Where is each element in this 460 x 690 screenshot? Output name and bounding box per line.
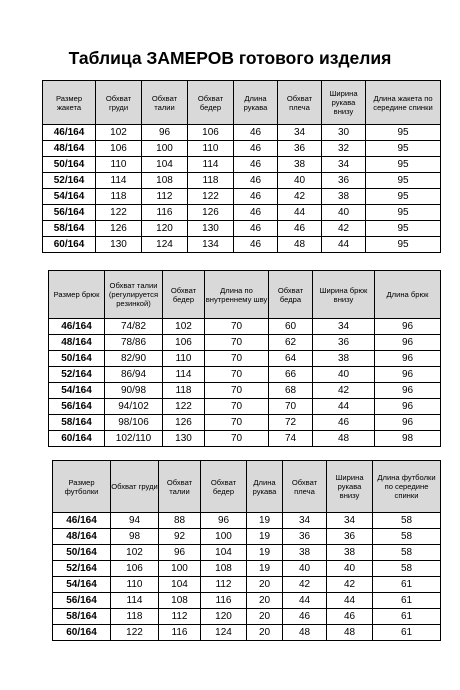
column-header: Длина жакета по середине спинки [366,81,441,125]
table-row [43,141,441,157]
measurement-cell: 116 [142,205,188,221]
measurement-cell: 72 [269,415,313,431]
table-row [53,593,441,609]
measurement-cell: 48 [283,625,327,641]
measurement-cell: 34 [313,319,375,335]
trousers-measurements-table [48,270,441,447]
size-cell: 52/164 [53,561,111,577]
table-row [53,577,441,593]
measurement-cell: 74/82 [105,319,163,335]
measurement-cell: 19 [247,545,283,561]
size-cell: 52/164 [43,173,96,189]
measurement-cell: 36 [327,529,373,545]
measurement-cell: 118 [163,383,205,399]
measurement-cell: 98/106 [105,415,163,431]
measurement-cell: 114 [111,593,159,609]
measurement-cell: 68 [269,383,313,399]
measurement-cell: 42 [322,221,366,237]
measurement-cell: 44 [283,593,327,609]
measurement-cell: 20 [247,625,283,641]
measurement-cell: 95 [366,141,441,157]
measurement-cell: 95 [366,173,441,189]
table-header-row [53,461,441,513]
table-row [53,609,441,625]
column-header: Обхват плеча [283,461,327,513]
measurement-cell: 124 [142,237,188,253]
measurement-cell: 46 [283,609,327,625]
measurement-cell: 112 [142,189,188,205]
measurement-cell: 110 [188,141,234,157]
measurement-cell: 70 [205,319,269,335]
measurement-cell: 98 [375,431,441,447]
measurement-cell: 38 [313,351,375,367]
measurement-cell: 46 [234,205,278,221]
measurement-cell: 70 [205,399,269,415]
table-row [53,561,441,577]
measurement-cell: 36 [322,173,366,189]
measurement-cell: 116 [159,625,201,641]
measurement-cell: 114 [188,157,234,173]
measurement-cell: 96 [375,351,441,367]
size-cell: 48/164 [43,141,96,157]
measurement-cell: 34 [278,125,322,141]
measurement-cell: 70 [205,351,269,367]
measurement-cell: 70 [205,367,269,383]
size-cell: 60/164 [49,431,105,447]
size-cell: 50/164 [49,351,105,367]
column-header: Длина футболки по середине спинки [373,461,441,513]
measurement-cell: 95 [366,221,441,237]
size-cell: 58/164 [49,415,105,431]
column-header: Обхват бедер [201,461,247,513]
measurement-cell: 108 [159,593,201,609]
size-cell: 60/164 [53,625,111,641]
measurement-cell: 44 [327,593,373,609]
measurement-cell: 20 [247,577,283,593]
measurement-cell: 42 [327,577,373,593]
size-cell: 60/164 [43,237,96,253]
measurement-cell: 118 [96,189,142,205]
measurement-cell: 100 [142,141,188,157]
measurement-cell: 64 [269,351,313,367]
measurement-cell: 78/86 [105,335,163,351]
measurement-cell: 48 [313,431,375,447]
measurement-cell: 48 [327,625,373,641]
measurement-cell: 90/98 [105,383,163,399]
measurement-cell: 122 [111,625,159,641]
measurement-cell: 106 [163,335,205,351]
measurement-cell: 20 [247,593,283,609]
measurement-cell: 66 [269,367,313,383]
table-row [53,625,441,641]
measurement-cell: 61 [373,609,441,625]
measurement-cell: 88 [159,513,201,529]
measurement-cell: 106 [96,141,142,157]
measurement-cell: 42 [313,383,375,399]
table-header-row [49,271,441,319]
measurement-cell: 40 [322,205,366,221]
measurement-cell: 122 [188,189,234,205]
size-cell: 46/164 [49,319,105,335]
measurement-cell: 104 [142,157,188,173]
measurement-cell: 130 [163,431,205,447]
table-row [43,157,441,173]
measurement-cell: 118 [188,173,234,189]
column-header: Ширина рукава внизу [327,461,373,513]
size-cell: 56/164 [49,399,105,415]
measurement-cell: 94 [111,513,159,529]
table-row [53,513,441,529]
measurement-cell: 42 [278,189,322,205]
measurement-cell: 95 [366,237,441,253]
measurement-cell: 114 [96,173,142,189]
column-header: Обхват талии (регулируется резинкой) [105,271,163,319]
column-header: Обхват плеча [278,81,322,125]
measurement-cell: 96 [375,367,441,383]
measurement-cell: 46 [234,125,278,141]
measurement-cell: 58 [373,561,441,577]
measurement-cell: 110 [163,351,205,367]
column-header: Обхват талии [142,81,188,125]
measurement-cell: 96 [375,319,441,335]
measurement-cell: 61 [373,625,441,641]
measurement-cell: 70 [205,431,269,447]
measurement-cell: 74 [269,431,313,447]
measurement-cell: 100 [201,529,247,545]
measurement-cell: 114 [163,367,205,383]
table-row [43,221,441,237]
measurement-cell: 98 [111,529,159,545]
measurement-cell: 30 [322,125,366,141]
measurement-cell: 19 [247,529,283,545]
size-cell: 54/164 [43,189,96,205]
measurement-cell: 95 [366,125,441,141]
table-row [43,237,441,253]
measurement-cell: 108 [142,173,188,189]
measurement-cell: 62 [269,335,313,351]
column-header: Длина брюк [375,271,441,319]
size-cell: 56/164 [43,205,96,221]
measurement-cell: 126 [96,221,142,237]
size-cell: 50/164 [53,545,111,561]
measurement-cell: 95 [366,189,441,205]
size-cell: 46/164 [53,513,111,529]
size-cell: 54/164 [49,383,105,399]
size-cell: 48/164 [49,335,105,351]
measurement-cell: 95 [366,205,441,221]
table-row [43,205,441,221]
measurement-cell: 46 [327,609,373,625]
tshirt-measurements-table [52,460,441,641]
measurement-cell: 42 [283,577,327,593]
column-header: Ширина рукава внизу [322,81,366,125]
table-header-row [43,81,441,125]
measurement-cell: 44 [322,237,366,253]
column-header: Размер футболки [53,461,111,513]
measurement-cell: 70 [205,415,269,431]
measurement-cell: 58 [373,545,441,561]
measurement-cell: 112 [159,609,201,625]
measurement-cell: 38 [322,189,366,205]
measurement-cell: 126 [163,415,205,431]
measurement-cell: 36 [283,529,327,545]
measurement-cell: 70 [205,335,269,351]
measurement-cell: 100 [159,561,201,577]
table-row [49,415,441,431]
measurement-cell: 46 [234,237,278,253]
column-header: Размер брюк [49,271,105,319]
measurement-cell: 19 [247,513,283,529]
measurement-cell: 40 [313,367,375,383]
table-row [43,125,441,141]
measurement-cell: 46 [234,189,278,205]
measurement-cell: 104 [159,577,201,593]
measurement-cell: 38 [283,545,327,561]
measurement-cell: 70 [205,383,269,399]
measurement-cell: 134 [188,237,234,253]
measurement-cell: 40 [278,173,322,189]
measurement-cell: 102 [163,319,205,335]
table-row [49,351,441,367]
measurement-cell: 46 [234,221,278,237]
measurement-cell: 96 [142,125,188,141]
measurement-cell: 32 [322,141,366,157]
size-cell: 50/164 [43,157,96,173]
measurement-cell: 122 [163,399,205,415]
measurement-cell: 46 [278,221,322,237]
measurement-cell: 102/110 [105,431,163,447]
size-cell: 56/164 [53,593,111,609]
measurement-cell: 58 [373,513,441,529]
measurement-cell: 116 [201,593,247,609]
column-header: Обхват талии [159,461,201,513]
measurement-cell: 34 [327,513,373,529]
size-cell: 54/164 [53,577,111,593]
table-row [43,189,441,205]
measurement-cell: 40 [283,561,327,577]
measurement-cell: 60 [269,319,313,335]
measurement-cell: 94/102 [105,399,163,415]
measurement-cell: 96 [201,513,247,529]
measurement-cell: 36 [278,141,322,157]
measurement-cell: 40 [327,561,373,577]
table-row [43,173,441,189]
page-title: Таблица ЗАМЕРОВ готового изделия [68,48,392,68]
measurement-cell: 44 [313,399,375,415]
measurement-cell: 96 [375,415,441,431]
table-row [49,335,441,351]
measurement-cell: 20 [247,609,283,625]
measurement-cell: 124 [201,625,247,641]
jacket-measurements-table [42,80,441,253]
size-cell: 58/164 [53,609,111,625]
measurement-cell: 102 [111,545,159,561]
measurement-cell: 36 [313,335,375,351]
column-header: Обхват груди [111,461,159,513]
measurement-cell: 46 [234,173,278,189]
column-header: Длина рукава [234,81,278,125]
table-row [49,383,441,399]
measurement-cell: 34 [283,513,327,529]
size-cell: 58/164 [43,221,96,237]
column-header: Длина рукава [247,461,283,513]
column-header: Обхват бедер [163,271,205,319]
measurement-cell: 48 [278,237,322,253]
size-cell: 48/164 [53,529,111,545]
measurement-cell: 96 [375,335,441,351]
measurement-cell: 110 [111,577,159,593]
column-header: Длина по внутреннему шву [205,271,269,319]
measurement-cell: 82/90 [105,351,163,367]
measurement-cell: 108 [201,561,247,577]
measurement-cell: 122 [96,205,142,221]
measurement-cell: 44 [278,205,322,221]
measurement-cell: 58 [373,529,441,545]
measurement-cell: 19 [247,561,283,577]
measurement-cell: 112 [201,577,247,593]
measurement-cell: 120 [201,609,247,625]
table-row [49,431,441,447]
measurement-cell: 38 [278,157,322,173]
measurement-cell: 106 [111,561,159,577]
measurement-cell: 96 [375,383,441,399]
measurement-cell: 95 [366,157,441,173]
measurement-cell: 96 [375,399,441,415]
column-header: Обхват бедра [269,271,313,319]
measurement-cell: 61 [373,577,441,593]
column-header: Обхват груди [96,81,142,125]
measurement-cell: 38 [327,545,373,561]
measurement-cell: 86/94 [105,367,163,383]
size-cell: 52/164 [49,367,105,383]
column-header: Размер жакета [43,81,96,125]
measurement-cell: 46 [234,141,278,157]
measurement-cell: 46 [234,157,278,173]
measurement-cell: 110 [96,157,142,173]
size-cell: 46/164 [43,125,96,141]
measurement-cell: 120 [142,221,188,237]
measurement-cell: 104 [201,545,247,561]
measurement-cell: 102 [96,125,142,141]
measurement-cell: 130 [188,221,234,237]
table-row [53,545,441,561]
table-row [49,319,441,335]
measurement-cell: 96 [159,545,201,561]
measurement-cell: 118 [111,609,159,625]
column-header: Ширина брюк внизу [313,271,375,319]
measurement-cell: 130 [96,237,142,253]
measurement-cell: 34 [322,157,366,173]
measurement-cell: 106 [188,125,234,141]
table-row [49,399,441,415]
column-header: Обхват бедер [188,81,234,125]
measurement-cell: 70 [269,399,313,415]
table-row [53,529,441,545]
measurement-cell: 61 [373,593,441,609]
measurement-cell: 92 [159,529,201,545]
measurement-cell: 126 [188,205,234,221]
measurement-cell: 46 [313,415,375,431]
table-row [49,367,441,383]
